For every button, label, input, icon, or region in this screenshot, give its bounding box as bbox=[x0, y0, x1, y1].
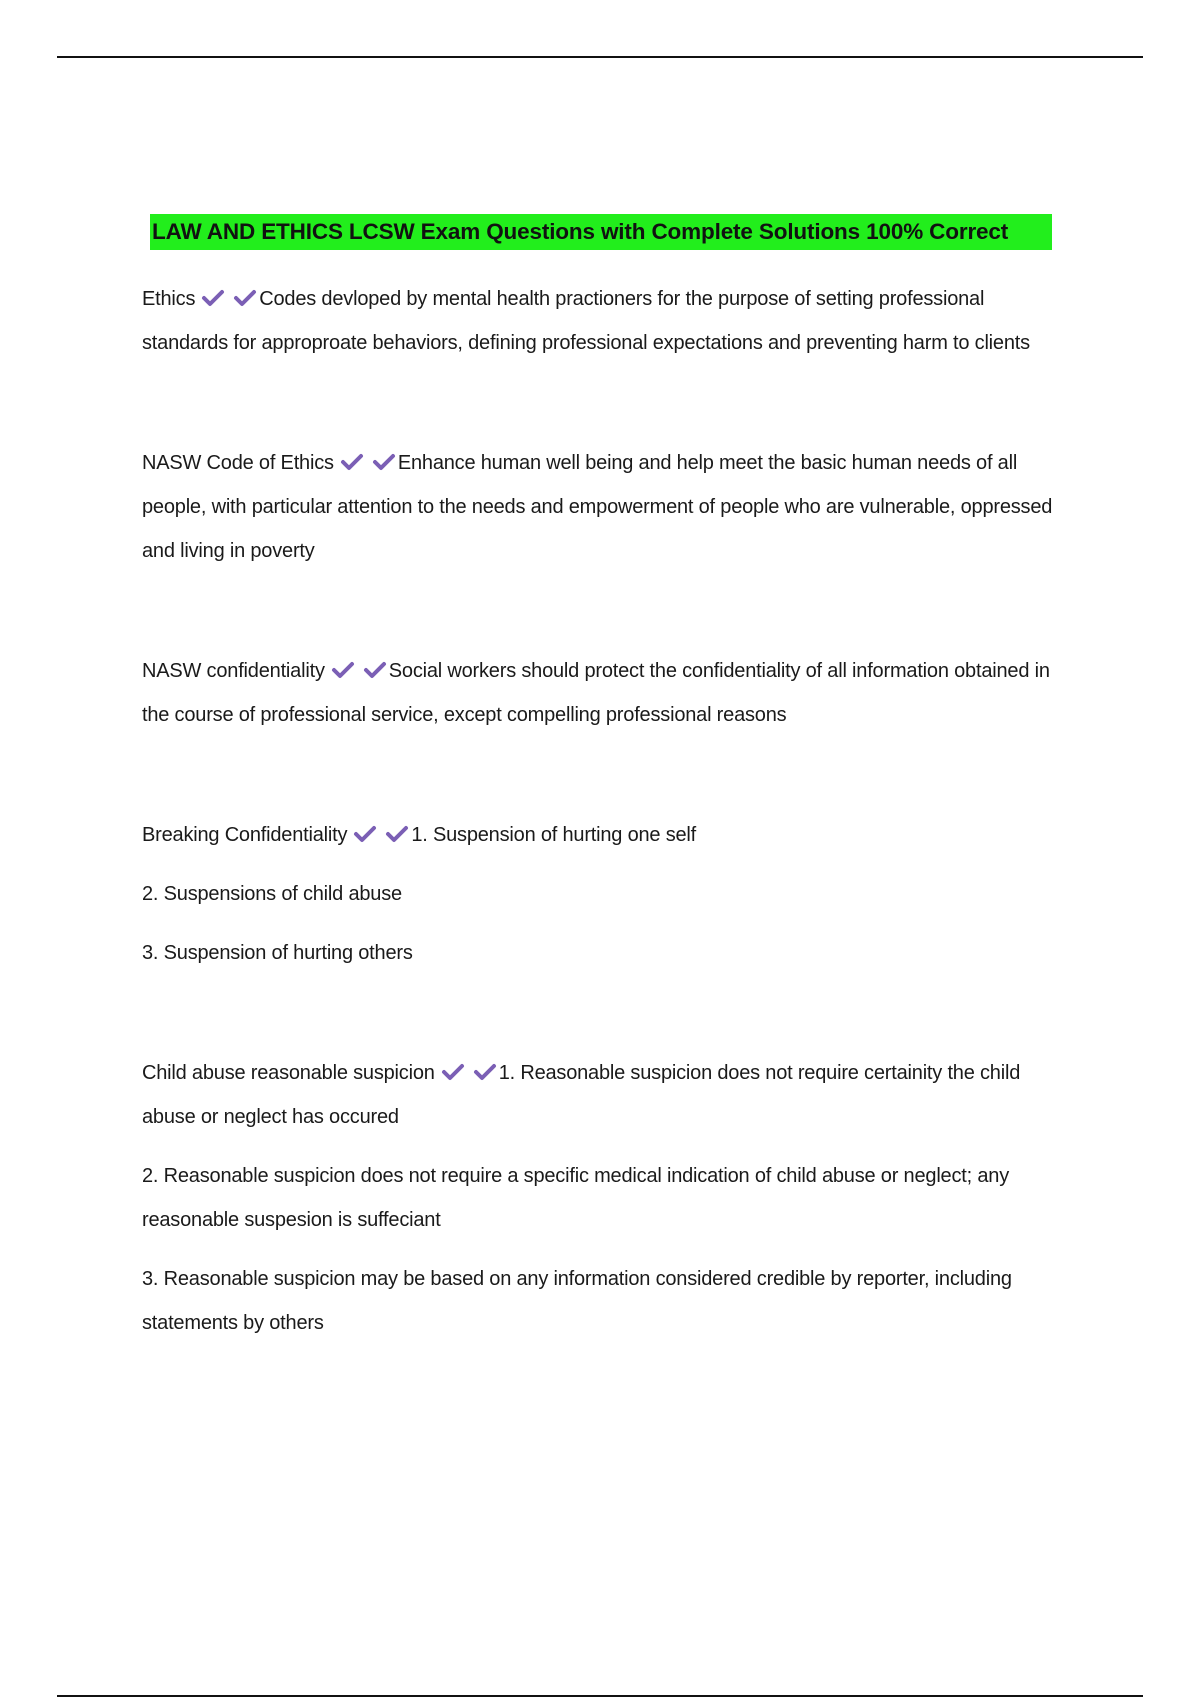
check-mark-icon bbox=[363, 660, 387, 680]
entry-term: Child abuse reasonable suspicion bbox=[142, 1062, 435, 1084]
entry-answer: Codes devloped by mental health practioners for the purpose of setting professional standards for approproate behaviors, defining professional expectations and preventing harm to clients bbox=[142, 288, 1030, 354]
entry-line bbox=[142, 441, 1062, 573]
check-mark-icon bbox=[441, 1062, 465, 1082]
entry-extra-line: 3. Suspension of hurting others bbox=[142, 942, 413, 964]
flashcard-entry bbox=[142, 441, 1062, 573]
check-mark-icon bbox=[340, 452, 364, 472]
check-mark-icon bbox=[331, 660, 355, 680]
check-mark-icon bbox=[353, 824, 377, 844]
entry-term: NASW Code of Ethics bbox=[142, 452, 334, 474]
flashcard-list bbox=[142, 277, 1062, 1421]
entry-answer: 1. Suspension of hurting one self bbox=[411, 824, 697, 846]
entry-term: Ethics bbox=[142, 288, 196, 310]
check-mark-icon bbox=[233, 288, 257, 308]
page-top-rule bbox=[57, 56, 1143, 58]
flashcard-entry bbox=[142, 277, 1062, 365]
entry-line bbox=[142, 649, 1062, 737]
entry-answer: Enhance human well being and help meet the basic human needs of all people, with particular attention to the needs and empowerment of people who are vulnerable, oppressed and living in poverty bbox=[142, 452, 1053, 562]
entry-answer: Social workers should protect the confidentiality of all information obtained in the course of professional service, except compelling professional reasons bbox=[142, 660, 1050, 726]
entry-line bbox=[142, 813, 1062, 857]
entry-extra-line: 2. Reasonable suspicion does not require a specific medical indication of child abuse or neglect; any reasonable suspesion is suffeciant bbox=[142, 1165, 1009, 1231]
entry-term: NASW confidentiality bbox=[142, 660, 325, 682]
check-mark-icon bbox=[201, 288, 225, 308]
flashcard-entry bbox=[142, 1051, 1062, 1345]
check-mark-icon bbox=[372, 452, 396, 472]
entry-line bbox=[142, 277, 1062, 365]
flashcard-entry bbox=[142, 813, 1062, 975]
entry-term: Breaking Confidentiality bbox=[142, 824, 348, 846]
flashcard-entry bbox=[142, 649, 1062, 737]
entry-extra-line: 2. Suspensions of child abuse bbox=[142, 883, 402, 905]
entry-answer: 1. Reasonable suspicion does not require certainity the child abuse or neglect has occured bbox=[142, 1062, 1021, 1128]
entry-line bbox=[142, 1051, 1062, 1139]
check-mark-icon bbox=[385, 824, 409, 844]
check-mark-icon bbox=[473, 1062, 497, 1082]
document-title: LAW AND ETHICS LCSW Exam Questions with Complete Solutions 100% Correct bbox=[150, 214, 1052, 250]
entry-extra-line: 3. Reasonable suspicion may be based on any information considered credible by reporter, including statements by others bbox=[142, 1268, 1012, 1334]
page-bottom-rule bbox=[57, 1695, 1143, 1697]
